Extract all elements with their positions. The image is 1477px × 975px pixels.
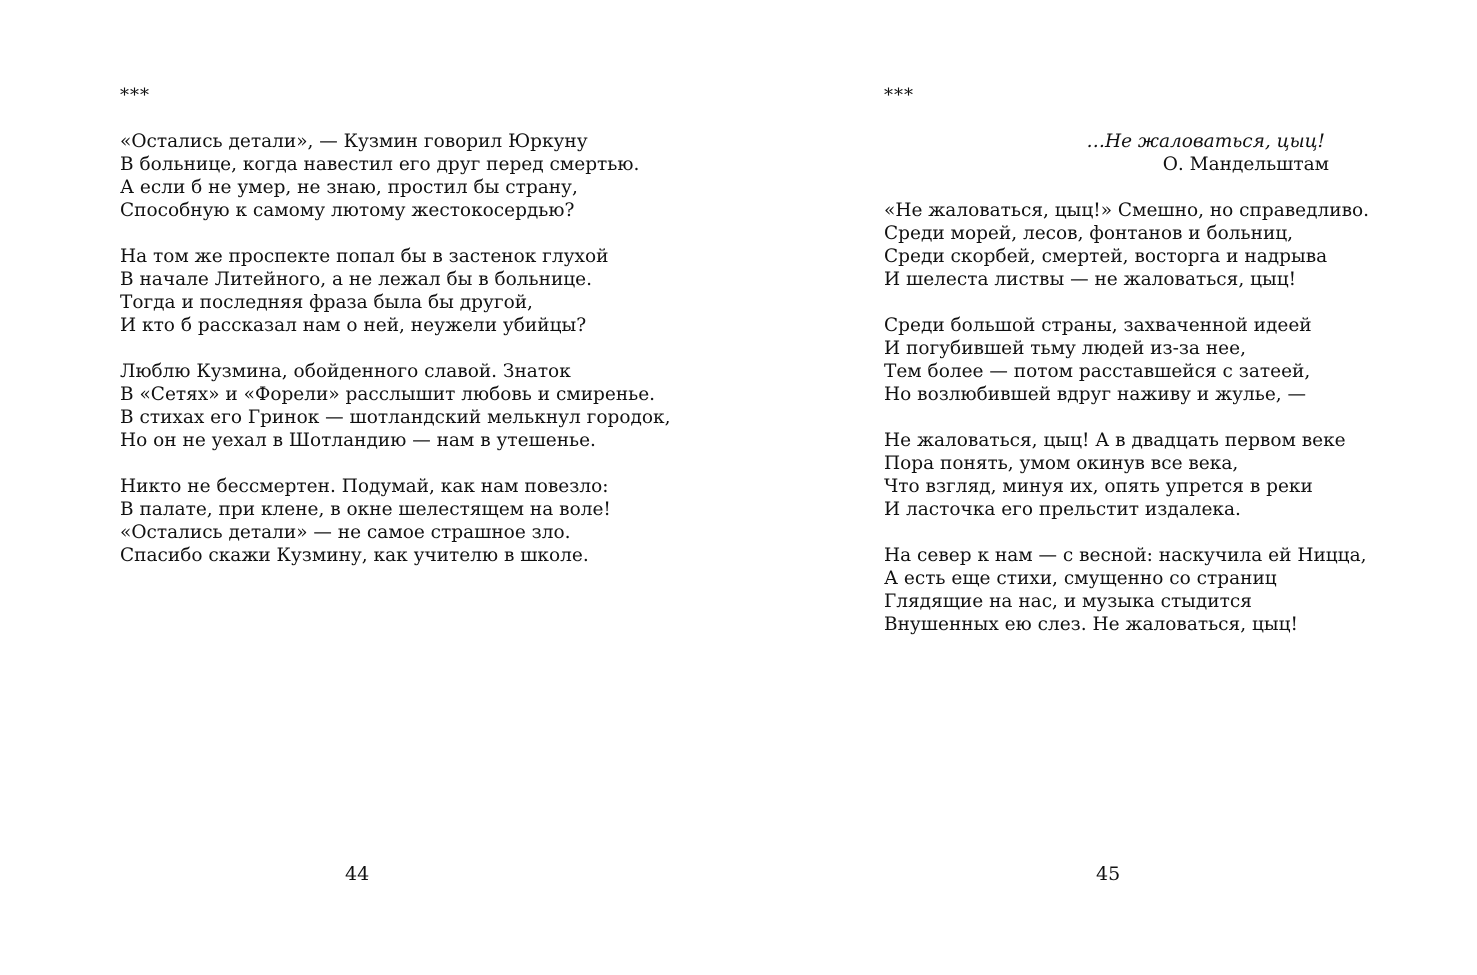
epigraph <box>884 130 1329 176</box>
poem-line: В начале Литейного, а не лежал бы в больнице. <box>120 269 592 290</box>
stanza <box>884 314 1384 406</box>
poem-line: Тем более — потом расставшейся с затеей, <box>884 361 1311 382</box>
poem-line: Но он не уехал в Шотландию — нам в утешенье. <box>120 430 596 451</box>
poem-line: Не жаловаться, цыц! А в двадцать первом веке <box>884 430 1346 451</box>
section-separator: *** <box>120 85 150 106</box>
poem-line: И шелеста листвы — не жаловаться, цыц! <box>884 269 1297 290</box>
left-page <box>0 0 738 975</box>
poem-line: Никто не бессмертен. Подумай, как нам повезло: <box>120 476 609 497</box>
poem-line: А если б не умер, не знаю, простил бы страну, <box>120 177 578 198</box>
poem-line: И погубившей тьму людей из-за нее, <box>884 338 1246 359</box>
poem-right <box>884 84 1384 659</box>
stanza <box>120 360 700 452</box>
epigraph-text: …Не жаловаться, цыц! <box>1086 131 1325 152</box>
poem-line: Тогда и последняя фраза была бы другой, <box>120 292 533 313</box>
poem-line: В стихах его Гринок — шотландский мелькнул городок, <box>120 407 671 428</box>
poem-line: «Не жаловаться, цыц!» Смешно, но справедливо. <box>884 200 1370 221</box>
poem-line: На том же проспекте попал бы в застенок глухой <box>120 246 609 267</box>
poem-line: «Остались детали» — не самое страшное зло. <box>120 522 571 543</box>
poem-line: И кто б рассказал нам о ней, неужели убийцы? <box>120 315 587 336</box>
poem-line: Спасибо скажи Кузмину, как учителю в школе. <box>120 545 589 566</box>
poem-line: «Остались детали», — Кузмин говорил Юркуну <box>120 131 588 152</box>
poem-line: Что взгляд, минуя их, опять упрется в реки <box>884 476 1313 497</box>
stanza <box>884 544 1384 636</box>
section-separator: *** <box>884 85 914 106</box>
poem-line: Среди большой страны, захваченной идеей <box>884 315 1312 336</box>
poem-line: Пора понять, умом окинув все века, <box>884 453 1239 474</box>
page-number: 45 <box>1096 863 1121 885</box>
stanza <box>120 245 700 337</box>
poem-line: Люблю Кузмина, обойденного славой. Знаток <box>120 361 571 382</box>
poem-line: Среди морей, лесов, фонтанов и больниц, <box>884 223 1294 244</box>
epigraph-author: О. Мандельштам <box>1162 154 1329 175</box>
stanza <box>884 429 1384 521</box>
poem-line: Способную к самому лютому жестокосердью? <box>120 200 575 221</box>
poem-line: Глядящие на нас, и музыка стыдится <box>884 591 1252 612</box>
poem-line: Внушенных ею слез. Не жаловаться, цыц! <box>884 614 1298 635</box>
poem-line: И ласточка его прельстит издалека. <box>884 499 1241 520</box>
stanza <box>884 199 1384 291</box>
poem-left <box>120 84 700 590</box>
poem-line: В палате, при клене, в окне шелестящем на воле! <box>120 499 611 520</box>
poem-line: А есть еще стихи, смущенно со страниц <box>884 568 1277 589</box>
stanza <box>120 130 700 222</box>
poem-line: Но возлюбившей вдруг наживу и жулье, — <box>884 384 1307 405</box>
page-number: 44 <box>345 863 370 885</box>
stanza <box>120 475 700 567</box>
poem-line: Среди скорбей, смертей, восторга и надрыва <box>884 246 1328 267</box>
poem-line: В «Сетях» и «Форели» расслышит любовь и смиренье. <box>120 384 656 405</box>
right-page <box>738 0 1477 975</box>
poem-line: В больнице, когда навестил его друг перед смертью. <box>120 154 640 175</box>
poem-line: На север к нам — с весной: наскучила ей Ницца, <box>884 545 1367 566</box>
